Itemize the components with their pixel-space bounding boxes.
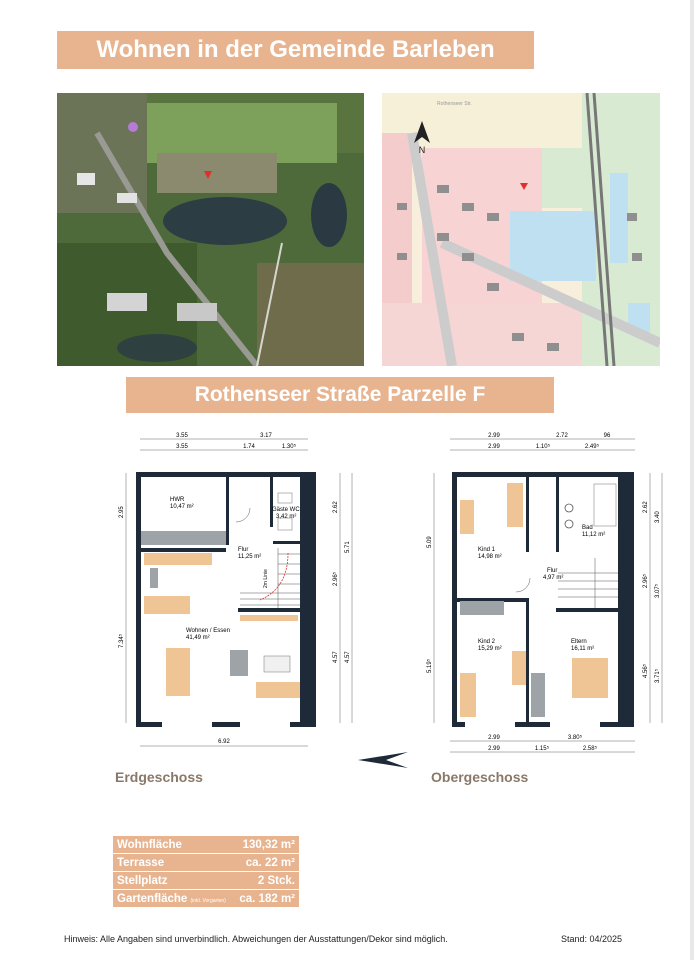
room-hwr-name: HWR — [170, 497, 185, 503]
stair-note: 2m Linie — [263, 569, 269, 588]
og-dim-top-5: 1.10⁵ — [535, 444, 551, 450]
og-dim-left-2: 5.19⁵ — [427, 658, 433, 673]
room-kind1-area: 14,98 m² — [478, 554, 502, 560]
og-dim-top-6: 2.49⁵ — [584, 444, 600, 450]
room-wohnen-essen-name: Wohnen / Essen — [186, 628, 230, 634]
dim-left-1: 2.95 — [119, 506, 125, 518]
dim-bottom: 6.92 — [218, 739, 230, 745]
map-street-label: Rothenseer Str. — [437, 101, 472, 107]
cadastral-map — [382, 93, 660, 366]
dim-right-2: 5.71 — [345, 541, 351, 553]
room-flur-eg-name: Flur — [238, 547, 249, 553]
room-gaeste-wc-area: 3,42 m² — [276, 514, 297, 520]
room-wohnen-essen-area: 41,49 m² — [186, 635, 210, 641]
floor-plan-obergeschoss — [420, 428, 670, 753]
dim-top-4: 1.74 — [243, 444, 255, 450]
room-flur-og-name: Flur — [547, 568, 558, 574]
dim-top-1: 3.55 — [176, 433, 188, 439]
og-dim-bottom-3: 2.99 — [488, 746, 500, 752]
dim-right-1: 2.62 — [333, 501, 339, 513]
fact-value: 2 Stck. — [233, 872, 299, 890]
og-dim-top-2: 2.72 — [556, 433, 568, 439]
og-dim-bottom-2: 3.80⁵ — [567, 735, 583, 741]
room-flur-og-area: 4,97 m² — [543, 575, 564, 581]
room-bad-area: 11,12 m² — [582, 532, 606, 538]
room-bad-name: Bad — [582, 525, 593, 531]
og-dim-right-6: 3.71⁵ — [655, 668, 661, 683]
north-label: N — [418, 145, 426, 155]
room-hwr-area: 10,47 m² — [170, 504, 194, 510]
dim-left-2: 7.34⁵ — [119, 633, 125, 648]
og-dim-left-1: 5.09 — [427, 536, 433, 548]
room-kind1-name: Kind 1 — [478, 547, 496, 553]
room-kind2-name: Kind 2 — [478, 639, 496, 645]
og-dim-top-1: 2.99 — [488, 433, 500, 439]
room-kind2-area: 15,29 m² — [478, 646, 502, 652]
room-flur-eg-area: 11,25 m² — [238, 554, 262, 560]
facts-row — [113, 890, 299, 908]
fact-label: Wohnfläche — [113, 836, 233, 854]
og-dim-top-3: 96 — [603, 433, 611, 439]
fact-value: 130,32 m² — [233, 836, 299, 854]
og-dim-right-5: 4.56⁵ — [643, 663, 649, 678]
dim-top-5: 1.30⁵ — [281, 444, 297, 450]
dim-right-3: 2.96⁵ — [333, 571, 339, 586]
floor-label-obergeschoss: Obergeschoss — [431, 769, 529, 785]
aerial-photo — [57, 93, 364, 366]
fact-label: Stellplatz — [113, 872, 233, 890]
floor-label-erdgeschoss: Erdgeschoss — [115, 769, 203, 785]
room-eltern-name: Eltern — [571, 639, 587, 645]
og-dim-bottom-1: 2.99 — [488, 735, 500, 741]
direction-arrow-icon — [356, 748, 412, 772]
og-dim-right-1: 2.62 — [643, 501, 649, 513]
og-dim-top-4: 2.99 — [488, 444, 500, 450]
page-title: Wohnen in der Gemeinde Barleben — [57, 31, 534, 69]
fact-note: (inkl. Vorgarten) — [190, 897, 226, 904]
room-gaeste-wc-name: Gäste WC — [272, 507, 300, 513]
fact-label: Terrasse — [113, 854, 233, 872]
facts-row — [113, 872, 299, 890]
footer-date: Stand: 04/2025 — [561, 934, 623, 944]
floor-plan-erdgeschoss — [110, 428, 360, 753]
fact-value: ca. 22 m² — [233, 854, 299, 872]
page-edge — [690, 0, 694, 960]
room-eltern-area: 16,11 m² — [571, 646, 595, 652]
fact-label-cell — [113, 890, 233, 908]
dim-right-4: 4.57 — [333, 651, 339, 663]
fact-label: Gartenfläche — [117, 892, 188, 905]
footer-disclaimer: Hinweis: Alle Angaben sind unverbindlich. Abweichungen der Ausstattungen/Dekor sind möglich. — [64, 934, 448, 944]
dim-top-3: 3.55 — [176, 444, 188, 450]
facts-row — [113, 854, 299, 872]
og-dim-right-3: 2.96⁵ — [643, 573, 649, 588]
og-dim-bottom-4: 1.15⁵ — [534, 746, 550, 752]
og-dim-bottom-5: 2.58⁵ — [582, 746, 598, 752]
facts-row — [113, 836, 299, 854]
og-dim-right-4: 3.07⁵ — [655, 583, 661, 598]
dim-right-5: 4.57 — [345, 651, 351, 663]
dim-top-2: 3.17 — [260, 433, 272, 439]
facts-table — [113, 836, 299, 908]
og-dim-right-2: 3.40 — [655, 511, 661, 523]
parcel-title: Rothenseer Straße Parzelle F — [126, 377, 554, 413]
fact-value: ca. 182 m² — [233, 890, 299, 908]
